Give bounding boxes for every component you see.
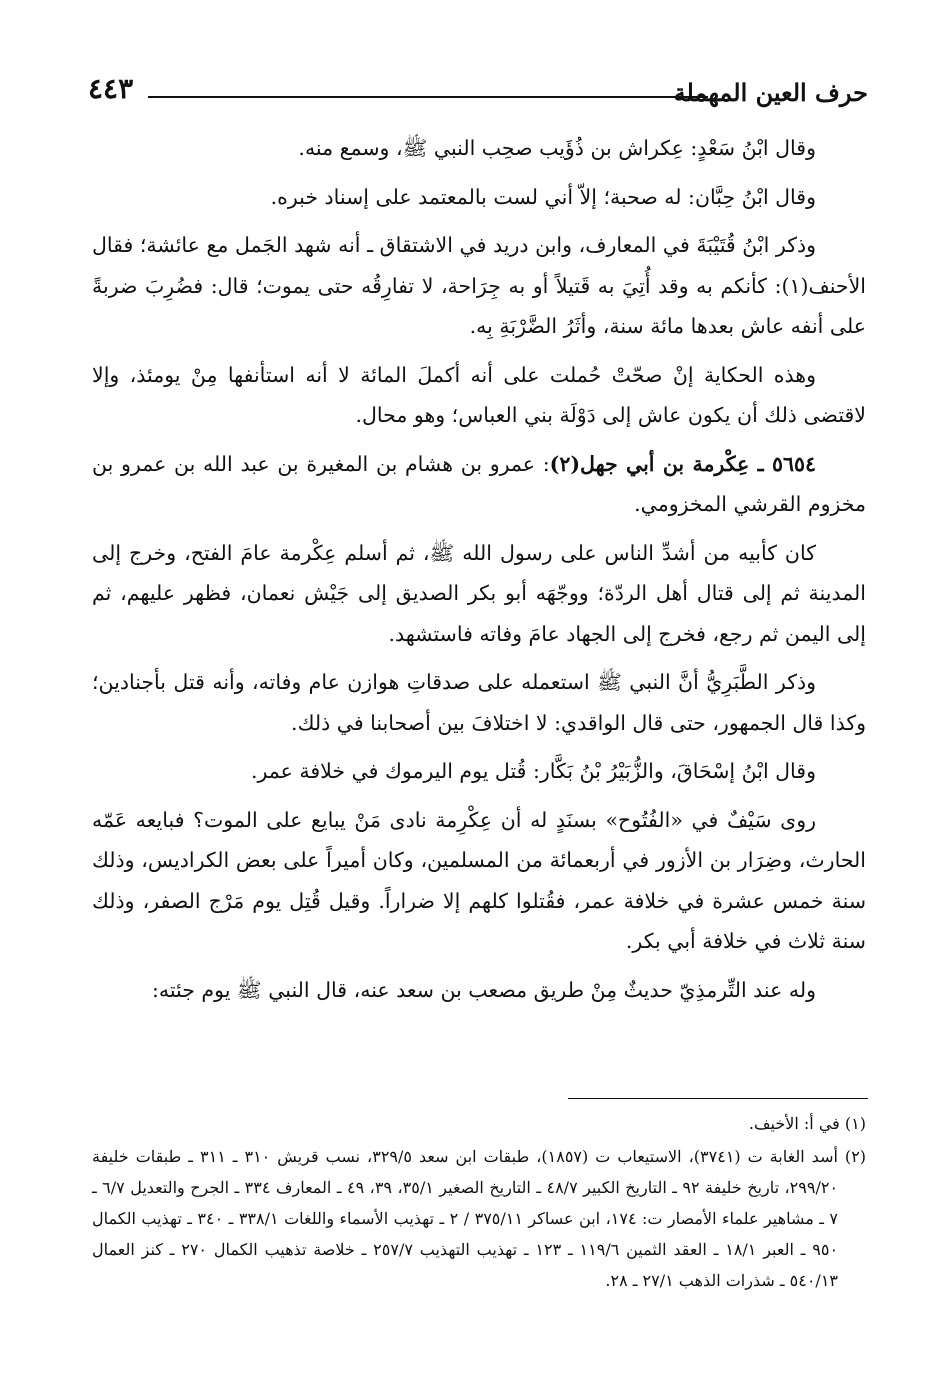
- footnotes: [92, 1108, 866, 1298]
- entry-lineage: : عمرو بن هشام بن المغيرة بن عبد الله بن عمرو بن مخزوم القرشي المخزومي.: [92, 451, 866, 516]
- paragraph: كان كأبيه من أشدِّ الناس على رسول الله ﷺ، ثم أسلم عِكْرمة عامَ الفتح، وخرج إلى المدينة ثم إلى قتال أهل الردّة؛ ووجّهَه أبو بكر الصديق إلى جَيْش نعمان، فظهر عليهم، ثم إلى اليمن ثم رجع، فخرج إلى الجهاد عامَ وفاته فاستشهد.: [92, 540, 866, 646]
- running-title: حرف العين المهملة: [673, 78, 868, 107]
- paragraph: وله عند التِّرمذِيّ حديثٌ مِنْ طريق مصعب بن سعد عنه، قال النبي ﷺ يوم جئته:: [151, 977, 816, 1002]
- main-text: [92, 128, 866, 1018]
- paragraph: روى سَيْفٌ في «الفُتُوح» بسنَدٍ له أن عِكْرِمة نادى مَنْ يبايع على الموت؟ فبايعه عَمّه الحارث، وضِرَار بن الأزور في أربعمائة من المسلمين، وكان أميراً على بعض الكراديس، وذلك سنة خمس عشرة في خلافة عمر، فقُتلوا كلهم إلا ضراراً. وقيل قُتِل يوم مَرْج الصفر، وذلك سنة ثلاث في خلافة أبي بكر.: [92, 807, 866, 953]
- paragraph: وذكر ابْنُ قُتَيْبَةَ في المعارف، وابن دريد في الاشتقاق ـ أنه شهد الجَمل مع عائشة؛ فقال الأحنف(١): كأنكم به وقد أُتِيَ به قَتيلاً أو به جِرَاحة، لا تفارِقُه حتى يموت؛ قال: فضُرِبَ ضربةً على أنفه عاش بعدها مائة سنة، وأثَرُ الضَّرْبَةِ بِه.: [92, 233, 866, 338]
- paragraph: وقال ابْنُ إسْحَاقَ، والزُّبَيْرُ بْنُ بَكَّار: قُتل يوم اليرموك في خلافة عمر.: [250, 759, 816, 783]
- paragraph: وذكر الطَّبَرِيُّ أنَّ النبي ﷺ استعمله على صدقاتِ هوازن عام وفاته، وأنه قتل بأجنادين؛ وكذا قال الجمهور، حتى قال الواقدي: لا اختلافَ بين أصحابنا في ذلك.: [92, 670, 866, 735]
- footnote-separator: [568, 1098, 868, 1099]
- footnote: (٢) أسد الغابة ت (٣٧٤١)، الاستيعاب ت (١٨٥٧)، طبقات ابن سعد ٣٢٩/٥، نسب قريش ٣١٠ ـ ٣١١ ـ طبقات خليفة ٢٩٩/٢٠، تاريخ خليفة ٩٢ ـ التاريخ الكبير ٤٨/٧ ـ التاريخ الصغير ٣٥/١، ٣٩، ٤٩ ـ المعارف ٣٣٤ ـ الجرح والتعديل ٦/٧ ـ ٧ ـ مشاهير علماء الأمصار ت: ١٧٤، ابن عساكر ٣٧٥/١١ / ٢ ـ تهذيب الأسماء واللغات ٣٣٨/١ ـ ٣٤٠ ـ تهذيب الكمال ٩٥٠ ـ العبر ١٨/١ ـ العقد الثمين ١١٩/٦ ـ ١٢٣ ـ تهذيب التهذيب ٢٥٧/٧ ـ خلاصة تذهيب الكمال ٢٧٠ ـ كنز العمال ٥٤٠/١٣ ـ شذرات الذهب ٢٧/١ ـ ٢٨.: [92, 1147, 867, 1290]
- paragraph: وهذه الحكاية إنْ صحّتْ حُملت على أنه أكملَ المائة لا أنه استأنفها مِنْ يومئذ، وإلا لاقتضى ذلك أن يكون عاش إلى دَوْلَة بني العباس؛ وهو محال.: [92, 362, 866, 427]
- paragraph: وقال ابْنُ سَعْدٍ: عِكراش بن ذُؤَيب صحِب النبي ﷺ، وسمع منه.: [298, 136, 816, 160]
- footnote: (١) في أ: الأخيف.: [748, 1114, 866, 1133]
- paragraph: وقال ابْنُ حِبَّان: له صحبة؛ إلاّ أني لست بالمعتمد على إسناد خبره.: [270, 184, 816, 209]
- entry-heading: ٥٦٥٤ ـ عِكْرمة بن أبي جهل(٢): [549, 451, 816, 476]
- header-rule: [148, 96, 708, 98]
- biography-entry: [92, 444, 866, 525]
- page-header: [88, 72, 868, 112]
- page-number: ٤٤٣: [88, 72, 134, 105]
